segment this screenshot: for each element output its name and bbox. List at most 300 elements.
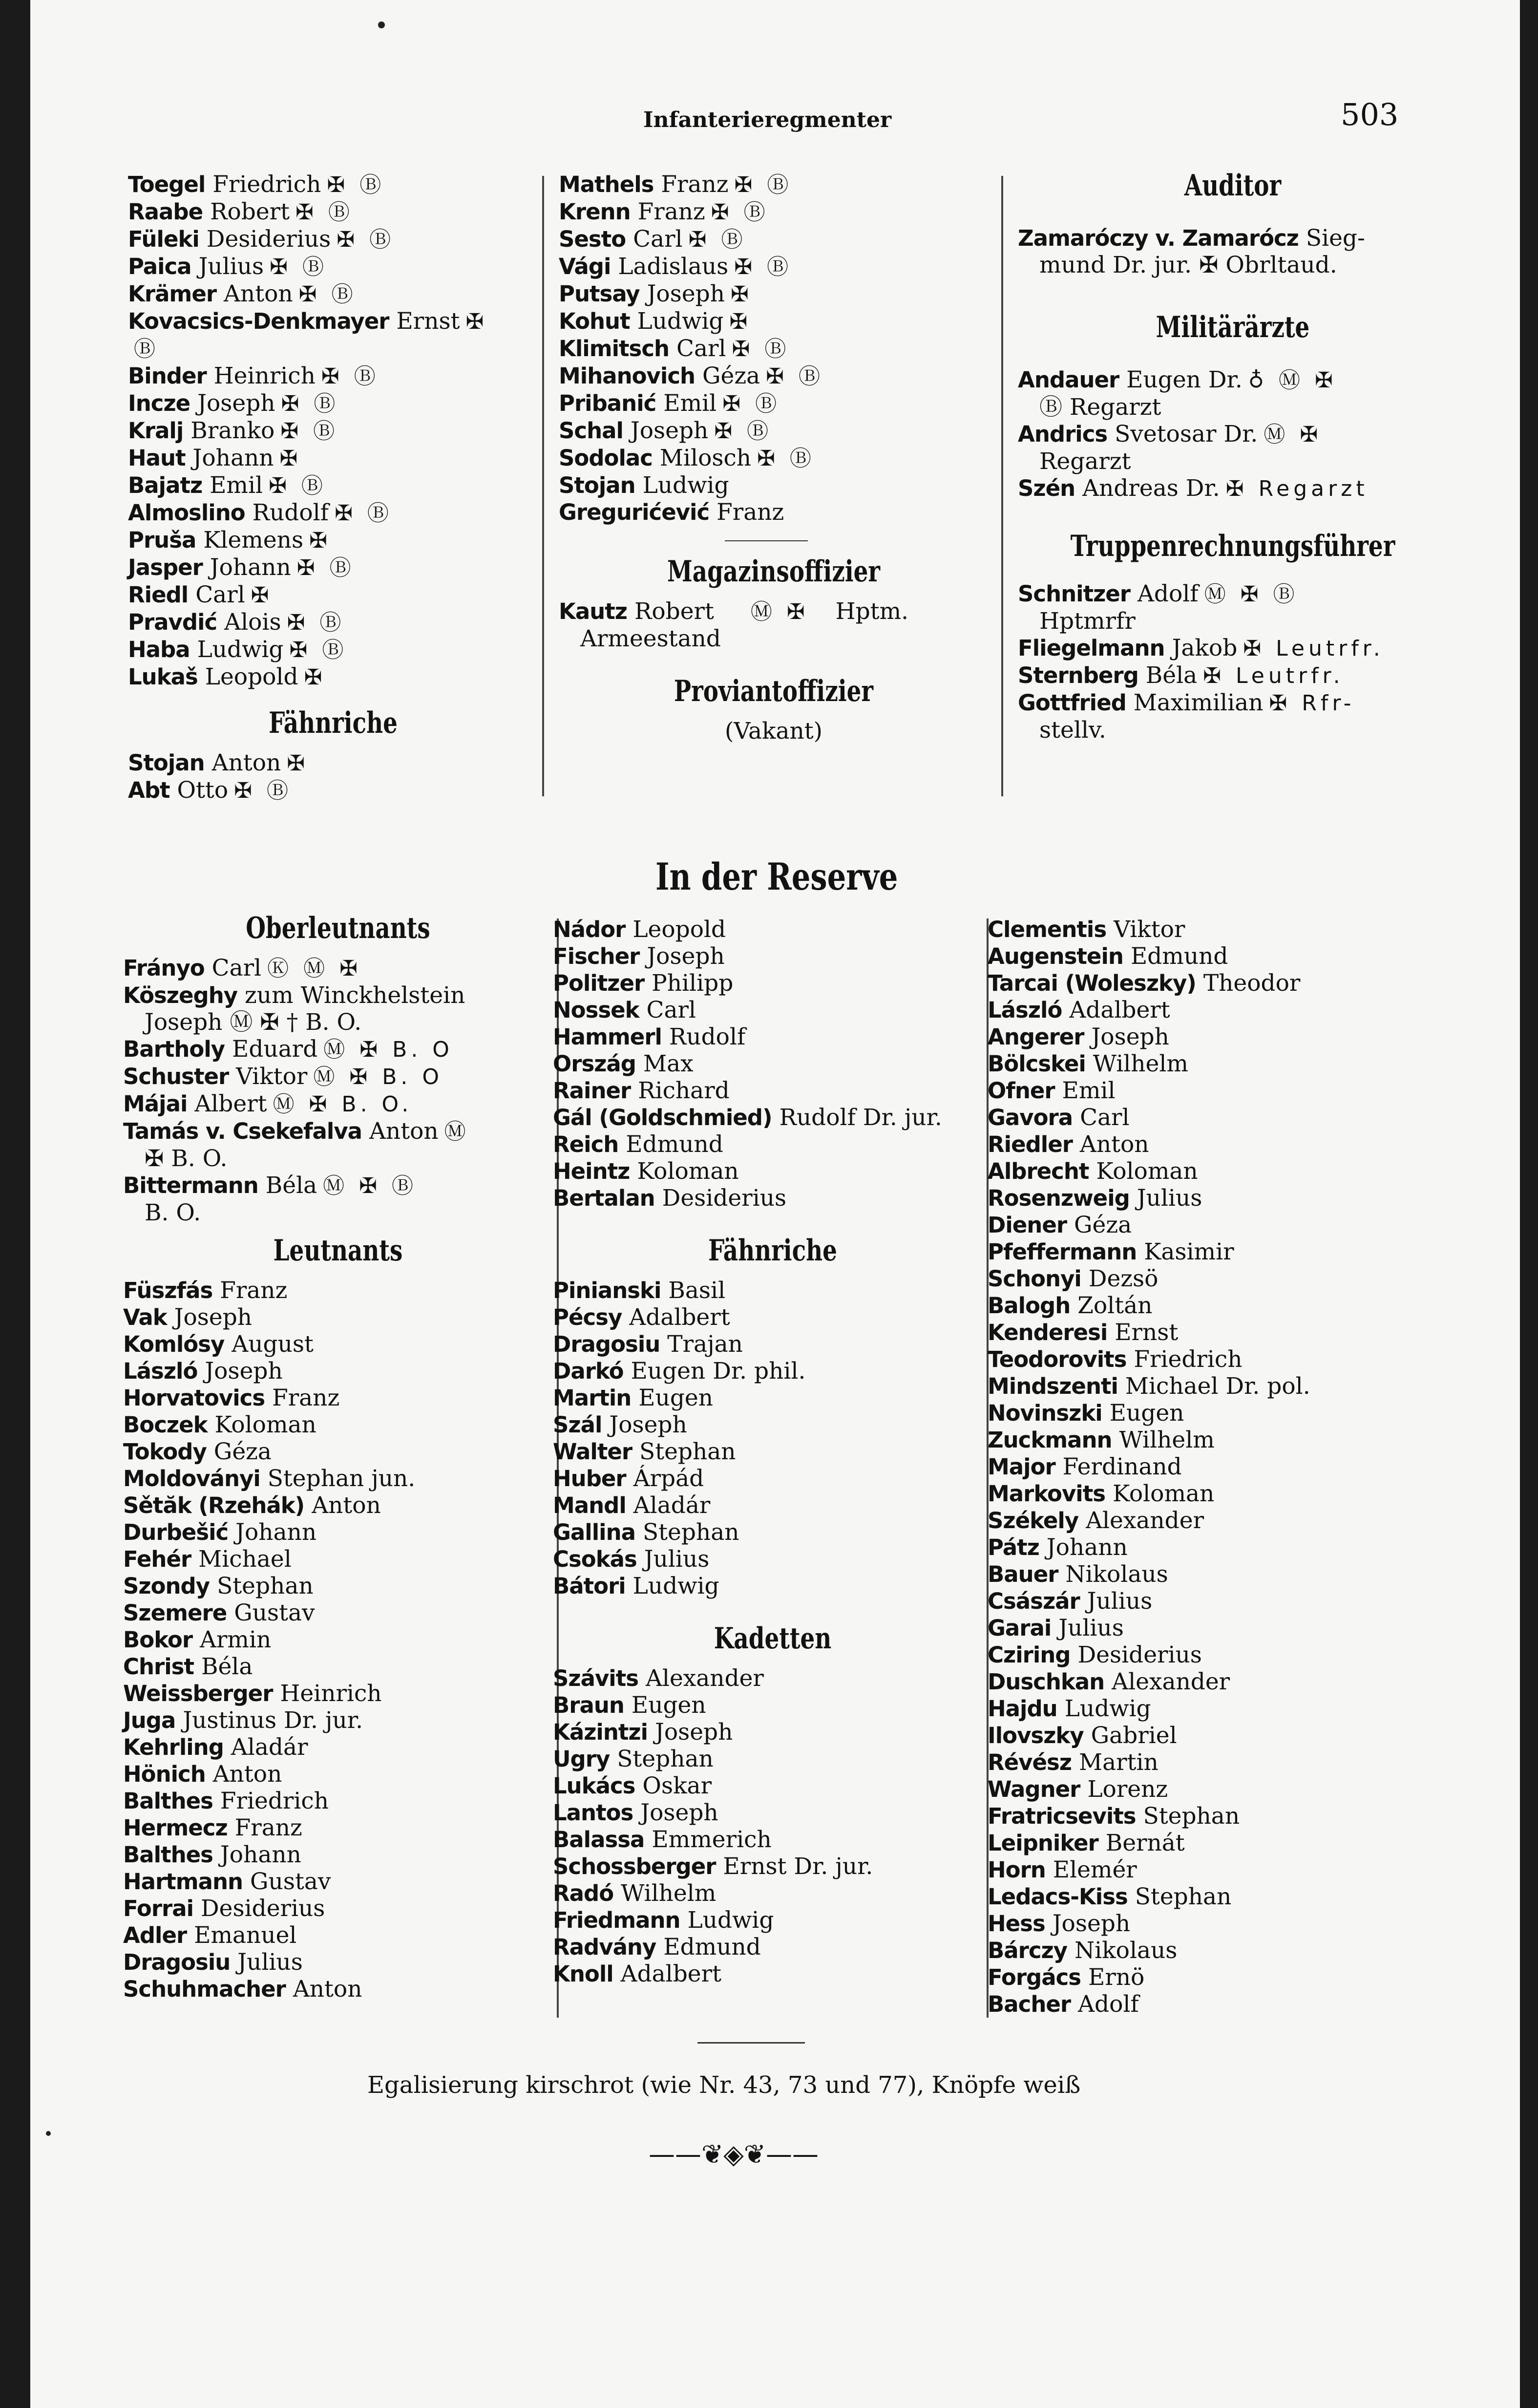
decoration-marks: ✠ <box>304 665 326 690</box>
list-item <box>553 1746 992 1772</box>
surname: Knoll <box>553 1961 613 1987</box>
surname: Ugry <box>553 1746 610 1772</box>
facing-colour-note: Egalisierung kirschrot (wie Nr. 43, 73 und 77), Knöpfe weiß <box>367 2071 1081 2099</box>
list-item <box>988 1427 1447 1453</box>
surname: Kralj <box>128 418 184 444</box>
list-item <box>559 198 989 226</box>
footer-rule <box>697 2042 805 2044</box>
section-heading-faehnriche: Fähnriche <box>269 706 398 740</box>
surname: Kázintzi <box>553 1719 648 1745</box>
surname: Forgács <box>988 1964 1081 1990</box>
paymaster-list <box>1018 580 1448 744</box>
surname: Martin <box>553 1385 632 1411</box>
list-item <box>123 1036 553 1063</box>
list-item <box>553 1960 992 1987</box>
given-name: Svetosar Dr. <box>1115 421 1258 448</box>
given-name: zum Winckhelstein <box>245 982 465 1009</box>
surname: Lantos <box>553 1800 633 1826</box>
decoration-marks: ✠ <box>287 751 309 776</box>
surname: Ofner <box>988 1078 1055 1104</box>
surname: Wagner <box>988 1776 1080 1802</box>
oberleutnant-list <box>123 955 553 1226</box>
divider-rule <box>725 540 808 541</box>
surname: Csokás <box>553 1546 637 1572</box>
decoration-marks: ♁ Ⓜ ✠ <box>1248 368 1337 393</box>
surname: Fránуo <box>123 955 205 981</box>
list-item <box>553 1358 992 1385</box>
given-name: Stephan jun. <box>267 1465 416 1492</box>
list-item <box>553 1077 992 1104</box>
given-name: Ludwig <box>687 1907 774 1934</box>
list-item <box>553 1772 992 1799</box>
list-item <box>553 1411 992 1438</box>
magazin-entry-cont: Armeestand <box>580 625 721 652</box>
given-name: Carl <box>676 335 726 362</box>
surname: Bartholy <box>123 1036 225 1062</box>
surname: Toegel <box>128 171 206 197</box>
surname: Fliegelmann <box>1018 635 1165 661</box>
list-item <box>128 198 538 226</box>
given-name: Ernst <box>1115 1319 1179 1346</box>
given-name: Adolf <box>1137 580 1199 607</box>
given-name: Wilhelm <box>1119 1427 1215 1453</box>
surname: Stojan <box>559 472 635 498</box>
given-name: Robert <box>210 198 290 225</box>
given-name: Justinus Dr. jur. <box>183 1707 363 1734</box>
decoration-marks: ✠ Ⓑ <box>281 391 339 416</box>
given-name: Anton <box>312 1492 381 1519</box>
surname: Christ <box>123 1654 194 1680</box>
surname: Haut <box>128 445 186 471</box>
given-name: Koloman <box>1096 1158 1198 1185</box>
given-name: Stephan <box>1143 1803 1240 1830</box>
given-name: Géza <box>213 1438 272 1465</box>
auditor-entry <box>1018 225 1448 252</box>
list-item-continuation: Hptmrfr <box>1039 608 1136 635</box>
given-name: Koloman <box>214 1411 316 1438</box>
list-item <box>553 1438 992 1465</box>
surname: Paica <box>128 254 191 279</box>
given-name: Anton <box>212 1761 282 1788</box>
top-left-column <box>128 171 538 804</box>
list-item <box>988 1212 1447 1238</box>
list-item <box>128 499 538 527</box>
surname: Riedler <box>988 1131 1073 1157</box>
given-name: Viktor <box>1114 916 1185 943</box>
given-name: Adolf <box>1078 1991 1139 2018</box>
list-item <box>123 982 553 1009</box>
surname: Pfeffermann <box>988 1239 1137 1265</box>
given-name: Joseph <box>647 943 725 970</box>
given-name: Joseph <box>647 280 725 307</box>
list-item <box>123 1385 553 1411</box>
given-name: Rudolf <box>669 1023 746 1050</box>
running-title: Infanterieregmenter <box>643 107 892 132</box>
list-item <box>1018 580 1448 608</box>
list-item <box>553 1880 992 1907</box>
given-name: Philipp <box>652 970 734 997</box>
given-name: Basil <box>668 1277 726 1304</box>
decoration-marks: ✠ <box>465 309 488 334</box>
section-heading-proviant: Proviantoffizier <box>674 674 874 708</box>
surname: Reich <box>553 1131 619 1157</box>
list-item <box>559 171 989 198</box>
decoration-marks: Ⓜ ✠ Ⓑ <box>323 1173 417 1198</box>
given-name: Milosch <box>659 445 752 471</box>
given-name: Joseph <box>1091 1023 1169 1050</box>
list-item <box>128 581 538 609</box>
decoration-marks: ✠ Ⓑ <box>734 172 793 197</box>
decoration-marks: ✠ <box>729 309 752 334</box>
surname: László <box>988 997 1062 1023</box>
surname: Schnitzer <box>1018 581 1130 607</box>
surname: Hajdu <box>988 1696 1057 1722</box>
given-name: Ladislaus <box>618 253 729 280</box>
given-name: Gustav <box>234 1599 315 1626</box>
surname: Gallina <box>553 1519 635 1545</box>
given-name: Franz <box>234 1814 302 1841</box>
given-name: Ernst <box>396 308 460 335</box>
decoration-marks: Ⓜ ✠ B. O <box>323 1037 453 1062</box>
given-name: Eugen <box>1109 1400 1184 1427</box>
list-item <box>553 1692 992 1719</box>
given-name: Ernö <box>1088 1964 1145 1991</box>
given-name: Friedrich <box>1134 1346 1243 1373</box>
section-heading-auditor: Auditor <box>1184 169 1282 203</box>
decoration-marks: ✠ Ⓑ <box>327 172 385 197</box>
list-item <box>988 1238 1447 1265</box>
list-item <box>123 1172 553 1199</box>
list-item <box>123 1922 553 1949</box>
surname: Füszfás <box>123 1278 213 1303</box>
list-item <box>988 1964 1447 1991</box>
top-right-column <box>1018 161 1448 744</box>
list-item <box>553 1277 992 1304</box>
auditor-entry-cont: mund Dr. jur. ✠ Obrltaud. <box>1039 252 1337 278</box>
given-name: Viktor <box>236 1063 308 1090</box>
list-item <box>988 1050 1447 1077</box>
surname: Horn <box>988 1857 1046 1883</box>
surname: Braun <box>553 1692 624 1718</box>
given-name: Géza <box>1074 1212 1132 1238</box>
surname: Abt <box>128 777 170 803</box>
surname: Májai <box>123 1091 188 1117</box>
list-item <box>988 1265 1447 1292</box>
surname: Rainer <box>553 1078 631 1104</box>
surname: Albrecht <box>988 1158 1089 1184</box>
section-heading-oberleutnants: Oberleutnants <box>246 911 430 945</box>
given-name: Eugen Dr. <box>1126 366 1243 393</box>
list-item <box>128 417 538 445</box>
list-item <box>553 1853 992 1880</box>
given-name: Adalbert <box>1069 997 1170 1023</box>
list-item <box>988 997 1447 1023</box>
surname: Durbešić <box>123 1519 229 1545</box>
list-item <box>128 280 538 308</box>
surname: Bertalan <box>553 1185 655 1211</box>
given-name: Nikolaus <box>1065 1561 1168 1588</box>
given-name: Anton <box>369 1118 439 1145</box>
list-item <box>988 1991 1447 2018</box>
decoration-marks: ✠ Ⓑ <box>711 200 769 225</box>
given-name: Géza <box>702 362 760 389</box>
given-name: Michael <box>198 1546 292 1573</box>
surname: Bajatz <box>128 472 203 498</box>
given-name: Branko <box>190 417 275 444</box>
given-name: Franz <box>637 198 705 225</box>
reserve-heading: In der Reserve <box>655 855 898 898</box>
given-name: Stephan <box>617 1746 714 1772</box>
list-item <box>128 554 538 581</box>
given-name: Julius <box>1087 1588 1153 1615</box>
surname: Kohut <box>559 308 630 334</box>
surname: Gál (Goldschmied) <box>553 1105 772 1130</box>
decoration-marks: Ⓜ ✠ B. O. <box>273 1092 413 1117</box>
list-item <box>128 445 538 472</box>
given-name: Eugen <box>638 1385 714 1411</box>
given-name: Dezsö <box>1088 1265 1159 1292</box>
list-item <box>123 1277 553 1304</box>
surname: Krämer <box>128 281 217 307</box>
given-name: Stephan <box>642 1519 739 1546</box>
surname: Clementis <box>988 916 1107 942</box>
given-name: Johann <box>192 445 274 471</box>
list-item <box>123 1868 553 1895</box>
decoration-marks: Ⓜ ✠ Ⓑ <box>1204 582 1299 607</box>
given-name: Koloman <box>637 1158 739 1185</box>
surname: Politzer <box>553 970 645 996</box>
surname: Kehrling <box>123 1734 224 1760</box>
ornament-divider: ——❦◈❦—— <box>649 2139 819 2170</box>
decoration-marks: ✠ Ⓑ <box>766 364 824 389</box>
given-name: Julius <box>198 253 264 280</box>
list-item <box>988 1158 1447 1185</box>
given-name: Richard <box>638 1077 730 1104</box>
list-item <box>988 1803 1447 1830</box>
list-item-continuation: stellv. <box>1039 717 1106 744</box>
surname: Heintz <box>553 1158 630 1184</box>
list-item <box>988 916 1447 943</box>
list-item <box>988 1722 1447 1749</box>
surname: Szávits <box>553 1665 639 1691</box>
list-item <box>123 1761 553 1788</box>
list-item <box>553 1158 992 1185</box>
kadetten-list <box>553 1665 992 1987</box>
list-item <box>553 943 992 970</box>
faehnriche-list <box>128 749 538 804</box>
given-name: Max <box>643 1050 694 1077</box>
decoration-marks: ✠ Ⓑ <box>732 337 790 362</box>
section-heading-leutnants: Leutnants <box>273 1234 403 1268</box>
surname: Ország <box>553 1051 636 1077</box>
list-item <box>123 1090 553 1118</box>
list-item <box>988 1104 1447 1131</box>
list-item <box>123 1118 553 1145</box>
surname: Balthes <box>123 1788 213 1814</box>
given-name: Otto <box>177 777 229 804</box>
surname: Hess <box>988 1911 1045 1937</box>
decoration-marks: ✠ Rfr- <box>1269 691 1355 716</box>
surname: Pátz <box>988 1534 1039 1560</box>
surname: Szondy <box>123 1573 210 1599</box>
decoration-marks: ✠ Ⓑ <box>757 446 815 471</box>
surname: Schuhmacher <box>123 1976 286 2002</box>
given-name: Gabriel <box>1091 1722 1177 1749</box>
list-item <box>553 970 992 997</box>
list-item <box>128 636 538 663</box>
list-item <box>988 1131 1447 1158</box>
given-name: Eduard <box>232 1036 318 1063</box>
given-name: Emil <box>1062 1077 1116 1104</box>
list-item <box>1018 421 1448 448</box>
given-name: Franz <box>220 1277 288 1304</box>
decoration-marks: ✠ Ⓑ <box>335 501 393 526</box>
list-item <box>559 253 989 280</box>
given-name: Emil <box>663 390 717 417</box>
list-item <box>123 955 553 982</box>
surname: Major <box>988 1454 1055 1480</box>
list-item <box>1018 689 1448 717</box>
surname: Kenderesi <box>988 1320 1108 1345</box>
list-item <box>123 1814 553 1841</box>
list-item-continuation: B. O. <box>145 1199 201 1226</box>
surname: Tokody <box>123 1439 207 1465</box>
surname: Andrics <box>1018 421 1108 447</box>
surname: Hermecz <box>123 1815 228 1841</box>
list-item <box>128 171 538 198</box>
surname: Stojan <box>128 750 205 776</box>
given-name: Ludwig <box>637 308 724 335</box>
list-item <box>553 1050 992 1077</box>
given-name: Joseph <box>197 390 275 417</box>
given-name: Ludwig <box>197 636 284 663</box>
section-heading-magazin: Magazinsoffizier <box>667 554 881 589</box>
list-item <box>123 1573 553 1599</box>
surname: Schal <box>559 418 623 444</box>
vacant-note: (Vakant) <box>725 718 822 745</box>
given-name: Elemér <box>1053 1856 1137 1883</box>
list-item <box>123 1895 553 1922</box>
list-item <box>988 1668 1447 1695</box>
list-item <box>123 1788 553 1814</box>
surname: Dragosiu <box>123 1949 231 1975</box>
surname: Sodolac <box>559 445 653 471</box>
given-name: Joseph <box>174 1304 253 1331</box>
list-item <box>553 1492 992 1519</box>
list-item <box>553 1465 992 1492</box>
decoration-marks: ✠ Ⓑ <box>734 255 793 279</box>
list-item <box>128 362 538 390</box>
list-item <box>123 1680 553 1707</box>
given-name: Carl <box>195 581 245 608</box>
list-item <box>553 1719 992 1746</box>
given-name: Franz <box>716 499 784 526</box>
surname: Sesto <box>559 226 626 252</box>
surname: Klimitsch <box>559 336 670 362</box>
decoration-marks: ✠ Ⓑ <box>289 638 348 662</box>
list-item <box>123 1519 553 1546</box>
list-item <box>1018 662 1448 689</box>
given-name: Desiderius <box>206 226 331 253</box>
given-name: Albert <box>194 1090 267 1117</box>
surname: Köszeghy <box>123 982 238 1008</box>
surname: Schossberger <box>553 1854 716 1879</box>
list-item <box>128 472 538 499</box>
given-name: Desiderius <box>1077 1641 1202 1668</box>
list-item-continuation: ✠ B. O. <box>145 1145 228 1172</box>
given-name: Klemens <box>203 527 304 554</box>
surname: Augenstein <box>988 943 1123 969</box>
bottom-middle-column <box>553 916 992 1987</box>
given-name: Johann <box>220 1841 301 1868</box>
surname: Fischer <box>553 943 640 969</box>
surname: Weissberger <box>123 1681 273 1706</box>
surname: Walter <box>553 1439 632 1465</box>
surname: Gavora <box>988 1105 1073 1130</box>
decoration-marks: ✠ <box>309 528 331 553</box>
list-item <box>988 1937 1447 1964</box>
decoration-marks: ✠ <box>251 583 273 608</box>
decoration-marks: ✠ Ⓑ <box>269 473 327 498</box>
decoration-marks: Ⓚ Ⓜ ✠ <box>267 956 361 981</box>
surname: Leipniker <box>988 1830 1098 1856</box>
surname: Szál <box>553 1412 602 1438</box>
surname: Vak <box>123 1304 167 1330</box>
given-name: Gustav <box>250 1868 331 1895</box>
decoration-marks: ✠ Ⓑ <box>722 391 781 416</box>
decoration-marks: ✠ <box>279 446 302 471</box>
given-name: Alexander <box>1086 1507 1204 1534</box>
surname: Putsay <box>559 281 640 307</box>
list-item <box>988 1910 1447 1937</box>
given-name: Sieg- <box>1306 225 1365 252</box>
list-item <box>128 253 538 280</box>
list-item <box>128 749 538 777</box>
surname: Mindszenti <box>988 1373 1118 1399</box>
decoration-marks: ✠ Ⓑ <box>296 555 355 580</box>
officer-list <box>128 171 538 691</box>
list-item <box>123 1411 553 1438</box>
surname: Lukács <box>553 1773 635 1799</box>
leutnant-list <box>123 1277 553 2003</box>
given-name: Stephan <box>1135 1883 1232 1910</box>
list-item-continuation: Joseph Ⓜ ✠ † B. O. <box>145 1009 362 1036</box>
given-name: Carl <box>1080 1104 1130 1131</box>
list-item <box>123 1331 553 1358</box>
given-name: Emil <box>210 472 263 499</box>
surname: Friedmann <box>553 1907 680 1933</box>
list-item <box>123 1949 553 1976</box>
given-name: Adalbert <box>620 1960 721 1987</box>
given-name: Ludwig <box>1064 1695 1151 1722</box>
decoration-marks: ✠ Ⓑ <box>321 364 379 389</box>
list-item <box>1018 366 1448 394</box>
decoration-marks: ✠ Leutrfr. <box>1243 636 1384 661</box>
given-name: Joseph <box>630 417 709 444</box>
given-name: Joseph <box>609 1411 687 1438</box>
decoration-marks: ✠ Ⓑ <box>234 778 292 803</box>
list-item <box>988 1400 1447 1427</box>
list-item <box>559 308 989 335</box>
surname: Székely <box>988 1508 1079 1534</box>
list-item <box>988 1641 1447 1668</box>
surname: Pinianski <box>553 1278 661 1303</box>
list-item <box>559 226 989 253</box>
list-item <box>123 1438 553 1465</box>
list-item <box>553 916 992 943</box>
given-name: Edmund <box>626 1131 723 1158</box>
surname: Radó <box>553 1880 614 1906</box>
